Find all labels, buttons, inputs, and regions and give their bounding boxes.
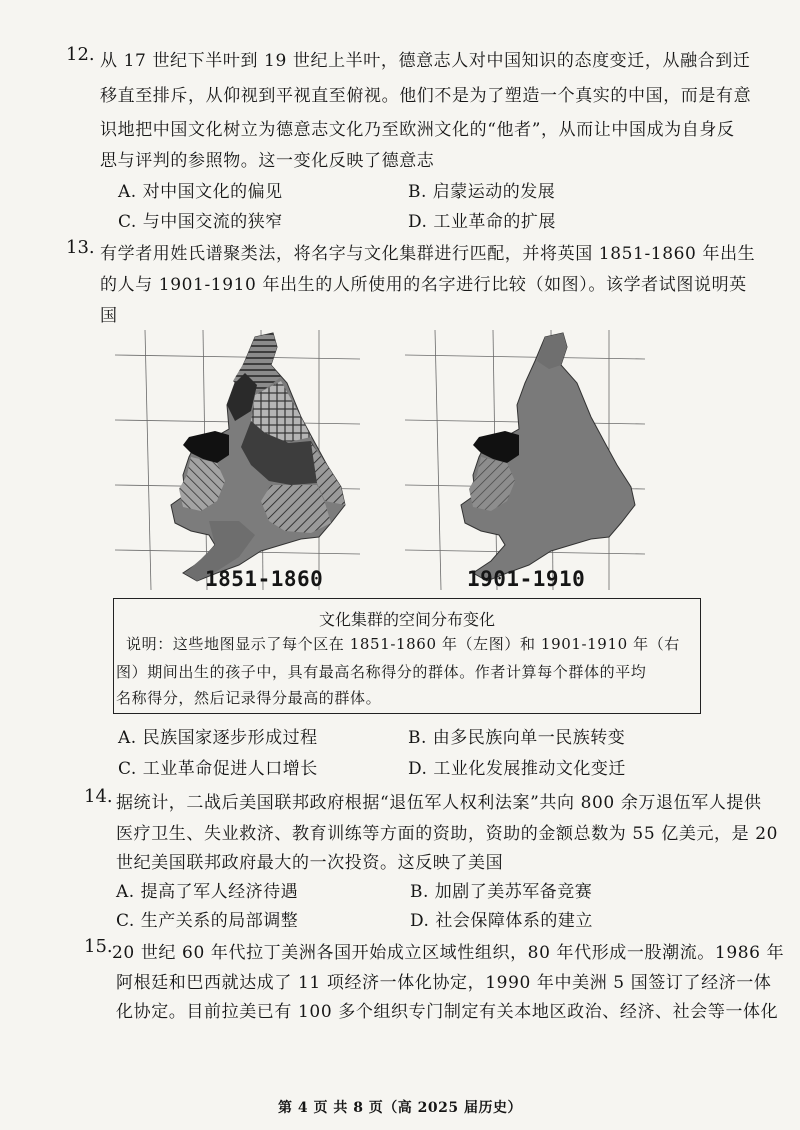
figure-caption-line: 说明：这些地图显示了每个区在 1851-1860 年（左图）和 1901-1910 年（右: [126, 635, 680, 653]
option-a: A. 民族国家逐步形成过程: [118, 728, 318, 748]
question-text-line: 识地把中国文化树立为德意志文化乃至欧洲文化的“他者”，从而让中国成为自身反: [100, 120, 735, 140]
option-d: D. 社会保障体系的建立: [410, 911, 593, 931]
page-footer: 第 4 页 共 8 页（高 2025 届历史）: [277, 1100, 523, 1116]
question-text-line: 有学者用姓氏谱聚类法，将名字与文化集群进行匹配，并将英国 1851-1860 年出生: [100, 244, 756, 264]
cluster-maps: [105, 325, 665, 595]
option-a: A. 提高了军人经济待遇: [116, 882, 299, 902]
option-b: B. 加剧了美苏军备竞赛: [410, 882, 593, 902]
figure-caption-line: 图）期间出生的孩子中，具有最高名称得分的群体。作者计算每个群体的平均: [116, 663, 647, 681]
option-c: C. 生产关系的局部调整: [116, 911, 299, 931]
map-label-right: 1901-1910: [467, 567, 586, 591]
question-text-line: 国: [100, 306, 118, 326]
question-text-line: 的人与 1901-1910 年出生的人所使用的名字进行比较（如图）。该学者试图说明英: [100, 275, 747, 295]
question-text-line: 医疗卫生、失业救济、教育训练等方面的资助，资助的金额总数为 55 亿美元，是 20: [116, 824, 779, 844]
option-d: D. 工业化发展推动文化变迁: [408, 759, 626, 779]
question-number: 12.: [66, 44, 95, 65]
question-text-line: 思与评判的参照物。这一变化反映了德意志: [100, 151, 435, 171]
option-b: B. 启蒙运动的发展: [408, 182, 556, 202]
question-text-line: 世纪美国联邦政府最大的一次投资。这反映了美国: [116, 853, 504, 873]
option-a: A. 对中国文化的偏见: [118, 182, 283, 202]
question-number: 14.: [84, 786, 113, 807]
option-d: D. 工业革命的扩展: [408, 212, 556, 232]
map-label-left: 1851-1860: [205, 567, 324, 591]
question-text-line: 移直至排斥，从仰视到平视直至俯视。他们不是为了塑造一个真实的中国，而是有意: [100, 86, 752, 106]
question-text-line: 从 17 世纪下半叶到 19 世纪上半叶，德意志人对中国知识的态度变迁，从融合到迁: [100, 51, 751, 71]
question-number: 13.: [66, 237, 95, 258]
question-text-line: 据统计，二战后美国联邦政府根据“退伍军人权利法案”共向 800 余万退伍军人提供: [116, 793, 762, 813]
option-c: C. 工业革命促进人口增长: [118, 759, 318, 779]
figure-caption-title: 文化集群的空间分布变化: [318, 610, 495, 629]
question-text-line: 20 世纪 60 年代拉丁美洲各国开始成立区域性组织，80 年代形成一股潮流。1986 年: [112, 943, 785, 963]
option-b: B. 由多民族向单一民族转变: [408, 728, 626, 748]
option-c: C. 与中国交流的狭窄: [118, 212, 283, 232]
maps-figure: [105, 325, 665, 595]
figure-caption-box: [113, 598, 701, 714]
question-text-line: 化协定。目前拉美已有 100 多个组织专门制定有关本地区政治、经济、社会等一体化: [116, 1002, 779, 1022]
figure-caption-line: 名称得分，然后记录得分最高的群体。: [116, 689, 382, 707]
question-number: 15.: [84, 936, 113, 957]
question-text-line: 阿根廷和巴西就达成了 11 项经济一体化协定，1990 年中美洲 5 国签订了经济一体: [116, 973, 772, 993]
